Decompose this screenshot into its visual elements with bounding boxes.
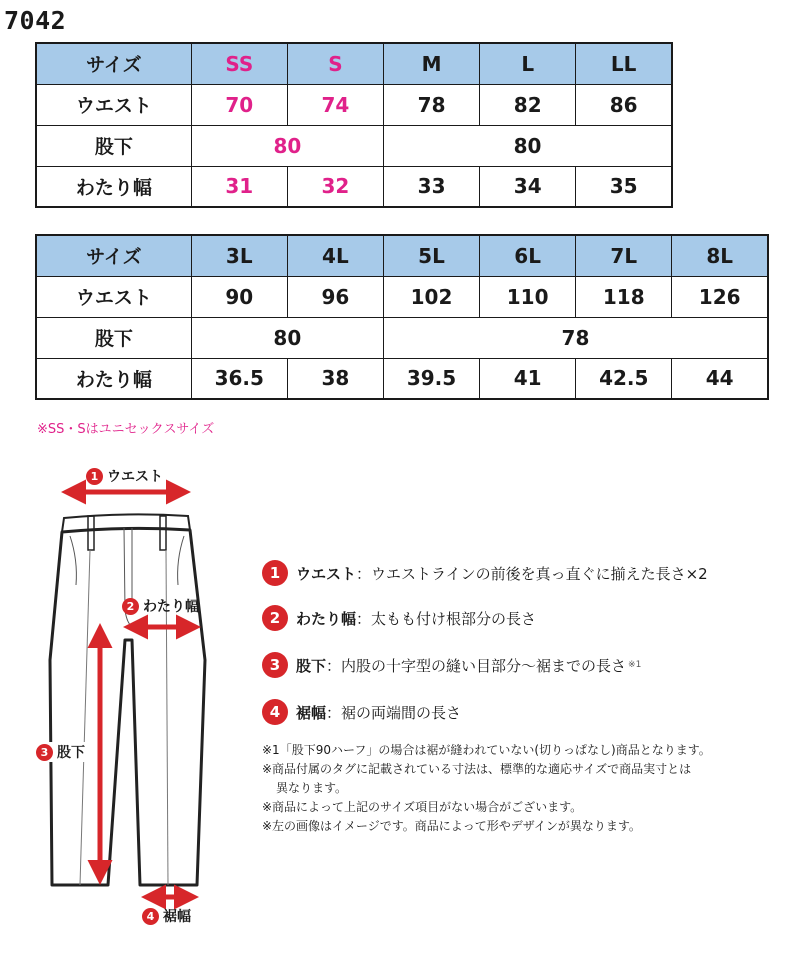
header-cell-3l: 3L [191, 235, 287, 276]
waist-cell: 90 [191, 276, 287, 317]
header-cell-6l: 6L [480, 235, 576, 276]
legend-desc: ：内股の十字型の縫い目部分～裾までの長さ [326, 656, 627, 675]
header-cell-ss: SS [191, 43, 287, 84]
header-cell-size: サイズ [36, 43, 191, 84]
number-badge: 1 [86, 468, 103, 485]
waist-cell: 70 [191, 84, 287, 125]
thigh-cell: 31 [191, 166, 287, 207]
thigh-cell: 41 [480, 358, 576, 399]
waist-cell: 110 [480, 276, 576, 317]
footnote: ※商品によって上記のサイズ項目がない場合がございます。 [262, 800, 583, 814]
header-cell-l: L [480, 43, 576, 84]
waist-cell: 74 [287, 84, 383, 125]
diagram-label-thigh [122, 596, 199, 616]
inseam-row [36, 317, 768, 358]
waist-cell: 82 [480, 84, 576, 125]
diagram-label-text: 裾幅 [163, 909, 191, 925]
waist-row [36, 276, 768, 317]
waist-cell: 118 [576, 276, 672, 317]
thigh-row [36, 358, 768, 399]
number-badge: 1 [262, 560, 288, 586]
thigh-cell: 34 [480, 166, 576, 207]
header-cell-8l: 8L [672, 235, 768, 276]
header-cell-5l: 5L [383, 235, 479, 276]
pants-diagram [0, 455, 240, 969]
legend-desc: ：太もも付け根部分の長さ [356, 609, 537, 628]
thigh-cell: 42.5 [576, 358, 672, 399]
row-label-inseam: 股下 [36, 125, 191, 166]
product-code: 7042 [4, 6, 67, 35]
inseam-row [36, 125, 672, 166]
diagram-label-waist [86, 466, 163, 486]
number-badge: 3 [36, 744, 53, 761]
pants-outline [50, 528, 205, 885]
thigh-cell: 33 [384, 166, 480, 207]
diagram-label-hem [142, 906, 191, 926]
waist-cell: 102 [383, 276, 479, 317]
inseam-cell: 78 [383, 317, 768, 358]
legend-term: ウエスト [296, 564, 357, 583]
waist-cell: 86 [576, 84, 672, 125]
inseam-cell: 80 [384, 125, 672, 166]
thigh-cell: 39.5 [383, 358, 479, 399]
legend-footnote-ref: ※1 [628, 660, 642, 670]
legend-item-thigh [262, 605, 536, 631]
size-table-small [35, 42, 673, 208]
legend-item-inseam [262, 652, 641, 678]
waist-cell: 126 [672, 276, 768, 317]
size-header-row [36, 235, 768, 276]
footnote: ※1「股下90ハーフ」の場合は裾が縫われていない(切りっぱなし)商品となります。 [262, 743, 711, 757]
number-badge: 2 [262, 605, 288, 631]
header-cell-7l: 7L [576, 235, 672, 276]
unisex-note: ※SS・Sはユニセックスサイズ [37, 422, 215, 437]
footnote: ※商品付属のタグに記載されている寸法は、標準的な適応サイズで商品実寸とは [262, 762, 692, 776]
row-label-waist: ウエスト [36, 276, 191, 317]
row-label-waist: ウエスト [36, 84, 191, 125]
legend-term: 裾幅 [296, 703, 327, 722]
footnotes [262, 741, 782, 836]
row-label-thigh: わたり幅 [36, 358, 191, 399]
waist-row [36, 84, 672, 125]
number-badge: 4 [262, 699, 288, 725]
thigh-cell: 36.5 [191, 358, 287, 399]
footnote: 異なります。 [276, 781, 348, 795]
header-cell-4l: 4L [287, 235, 383, 276]
legend-desc: ：裾の両端間の長さ [326, 703, 462, 722]
header-cell-m: M [384, 43, 480, 84]
footnote: ※左の画像はイメージです。商品によって形やデザインが異なります。 [262, 819, 641, 833]
diagram-label-text: わたり幅 [143, 599, 199, 615]
legend-item-hem [262, 699, 461, 725]
number-badge: 3 [262, 652, 288, 678]
waist-cell: 78 [384, 84, 480, 125]
inseam-cell: 80 [191, 317, 383, 358]
thigh-cell: 44 [672, 358, 768, 399]
number-badge: 4 [142, 908, 159, 925]
row-label-thigh: わたり幅 [36, 166, 191, 207]
legend-item-waist [262, 560, 708, 586]
diagram-label-inseam [36, 742, 85, 762]
diagram-label-text: ウエスト [107, 469, 163, 485]
diagram-label-text: 股下 [57, 745, 85, 761]
number-badge: 2 [122, 598, 139, 615]
legend-desc: ：ウエストラインの前後を真っ直ぐに揃えた長さ×2 [356, 564, 708, 583]
thigh-cell: 38 [287, 358, 383, 399]
header-cell-s: S [287, 43, 383, 84]
size-header-row [36, 43, 672, 84]
thigh-cell: 32 [287, 166, 383, 207]
thigh-cell: 35 [576, 166, 672, 207]
size-table-large [35, 234, 769, 400]
header-cell-size: サイズ [36, 235, 191, 276]
legend-term: わたり幅 [296, 609, 357, 628]
legend-term: 股下 [296, 656, 327, 675]
waist-cell: 96 [287, 276, 383, 317]
header-cell-ll: LL [576, 43, 672, 84]
inseam-cell: 80 [191, 125, 383, 166]
row-label-inseam: 股下 [36, 317, 191, 358]
thigh-row [36, 166, 672, 207]
